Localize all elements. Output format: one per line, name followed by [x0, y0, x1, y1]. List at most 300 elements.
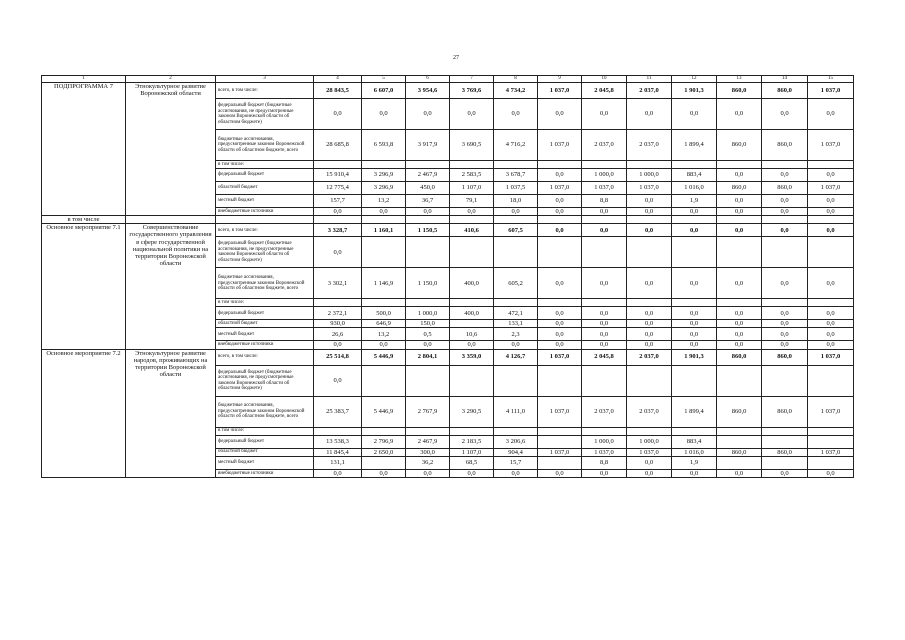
value-cell: 450,0	[406, 182, 450, 195]
value-cell	[538, 456, 582, 469]
value-cell: 0,0	[314, 365, 362, 396]
program-name-cell: Этнокультурное развитие Воронежской области	[126, 83, 216, 216]
value-cell: 2 037,0	[582, 130, 627, 161]
value-cell: 472,1	[494, 307, 538, 320]
value-cell: 500,0	[362, 307, 406, 320]
funding-source-cell: в том числе:	[216, 161, 314, 169]
value-cell	[538, 237, 582, 268]
value-cell: 883,4	[672, 169, 717, 182]
budget-table	[41, 75, 854, 478]
value-cell: 860,0	[717, 83, 762, 99]
value-cell: 0,0	[362, 99, 406, 130]
value-cell: 860,0	[762, 182, 808, 195]
value-cell	[450, 365, 494, 396]
value-cell	[582, 216, 627, 224]
value-cell: 0,0	[538, 99, 582, 130]
value-cell	[406, 299, 450, 307]
value-cell: 0,0	[808, 341, 854, 349]
value-cell: 0,0	[717, 195, 762, 208]
value-cell	[762, 427, 808, 435]
value-cell: 0,0	[762, 469, 808, 477]
value-cell: 0,0	[450, 208, 494, 216]
value-cell: 5 446,9	[362, 349, 406, 365]
value-cell: 1 150,0	[406, 268, 450, 299]
value-cell: 18,0	[494, 195, 538, 208]
value-cell: 1 016,0	[672, 182, 717, 195]
value-cell	[494, 161, 538, 169]
value-cell: 0,0	[717, 469, 762, 477]
value-cell: 0,0	[538, 307, 582, 320]
program-name-cell: Этнокультурное развитие народов, проживающих на территории Воронежской области	[126, 349, 216, 477]
funding-source-cell: федеральный бюджет	[216, 307, 314, 320]
value-cell: 0,0	[672, 328, 717, 341]
value-cell: 1 899,4	[672, 396, 717, 427]
value-cell: 3 690,5	[450, 130, 494, 161]
page-number: 27	[453, 55, 459, 61]
value-cell: 4 126,7	[494, 349, 538, 365]
value-cell: 2 804,1	[406, 349, 450, 365]
value-cell: 0,0	[672, 469, 717, 477]
value-cell: 3 296,9	[362, 169, 406, 182]
value-cell: 0,0	[717, 169, 762, 182]
column-number-row	[42, 76, 854, 83]
value-cell: 13,2	[362, 195, 406, 208]
value-cell: 0,0	[582, 341, 627, 349]
funding-source-cell	[216, 216, 314, 224]
value-cell: 0,0	[762, 328, 808, 341]
value-cell: 131,1	[314, 456, 362, 469]
value-cell	[762, 299, 808, 307]
value-cell: 0,0	[672, 341, 717, 349]
value-cell: 2 045,8	[582, 349, 627, 365]
value-cell: 1 037,0	[538, 83, 582, 99]
value-cell: 0,0	[808, 307, 854, 320]
value-cell: 1 037,0	[538, 448, 582, 456]
value-cell: 0,0	[672, 99, 717, 130]
value-cell	[450, 216, 494, 224]
value-cell: 0,0	[762, 320, 808, 328]
value-cell	[494, 216, 538, 224]
value-cell: 0,0	[672, 208, 717, 216]
value-cell: 2 037,0	[627, 130, 672, 161]
value-cell	[582, 365, 627, 396]
value-cell: 0,0	[538, 224, 582, 237]
value-cell: 36,2	[406, 456, 450, 469]
value-cell: 860,0	[717, 349, 762, 365]
value-cell	[314, 161, 362, 169]
value-cell	[717, 299, 762, 307]
value-cell: 1 160,1	[362, 224, 406, 237]
value-cell: 0,0	[494, 341, 538, 349]
value-cell: 0,0	[672, 224, 717, 237]
funding-source-cell: бюджетные ассигнования, предусмотренные законом Воронежской области об областном бюджете, всего	[216, 268, 314, 299]
table-row	[42, 216, 854, 224]
column-number: 4	[314, 76, 362, 83]
value-cell: 0,0	[538, 268, 582, 299]
value-cell: 1 000,0	[627, 169, 672, 182]
value-cell: 860,0	[762, 396, 808, 427]
value-cell	[494, 365, 538, 396]
value-cell: 3 296,9	[362, 182, 406, 195]
value-cell: 1 150,5	[406, 224, 450, 237]
table-row	[42, 224, 854, 237]
value-cell	[314, 299, 362, 307]
value-cell	[450, 427, 494, 435]
value-cell: 860,0	[717, 130, 762, 161]
column-number: 14	[762, 76, 808, 83]
value-cell: 0,0	[406, 208, 450, 216]
value-cell: 2 037,0	[627, 396, 672, 427]
value-cell: 0,0	[627, 99, 672, 130]
table-row	[42, 349, 854, 365]
value-cell	[808, 435, 854, 448]
program-name-cell: Совершенствование государственного управления в сфере государственной национальной политики на территории Воронежской области	[126, 224, 216, 349]
value-cell	[717, 456, 762, 469]
program-code-cell: Основное мероприятие 7.1	[42, 224, 126, 349]
value-cell: 1 037,0	[538, 349, 582, 365]
value-cell	[762, 216, 808, 224]
value-cell	[672, 427, 717, 435]
funding-source-cell: в том числе:	[216, 299, 314, 307]
value-cell	[314, 216, 362, 224]
value-cell: 0,0	[808, 320, 854, 328]
value-cell: 1 107,0	[450, 182, 494, 195]
value-cell: 0,0	[808, 208, 854, 216]
value-cell: 25 514,8	[314, 349, 362, 365]
value-cell	[808, 161, 854, 169]
value-cell: 28 685,8	[314, 130, 362, 161]
value-cell	[406, 216, 450, 224]
value-cell: 1 000,0	[406, 307, 450, 320]
value-cell: 0,0	[762, 341, 808, 349]
value-cell: 0,0	[672, 320, 717, 328]
funding-source-cell: внебюджетные источники	[216, 469, 314, 477]
value-cell	[582, 299, 627, 307]
table-body	[42, 83, 854, 478]
value-cell: 2 796,9	[362, 435, 406, 448]
value-cell: 0,0	[450, 99, 494, 130]
value-cell: 0,0	[717, 99, 762, 130]
value-cell: 0,0	[538, 169, 582, 182]
value-cell: 8,8	[582, 456, 627, 469]
value-cell: 1 037,0	[808, 130, 854, 161]
funding-source-cell: федеральный бюджет (бюджетные ассигнования, не предусмотренные законом Воронежской области об областном бюджете)	[216, 237, 314, 268]
value-cell: 0,0	[450, 469, 494, 477]
value-cell: 3 359,0	[450, 349, 494, 365]
value-cell: 0,0	[627, 469, 672, 477]
value-cell	[808, 456, 854, 469]
value-cell: 0,0	[406, 341, 450, 349]
value-cell: 150,0	[406, 320, 450, 328]
value-cell: 0,0	[362, 341, 406, 349]
value-cell: 0,0	[314, 341, 362, 349]
funding-source-cell: областной бюджет	[216, 448, 314, 456]
value-cell: 860,0	[762, 83, 808, 99]
value-cell	[762, 365, 808, 396]
funding-source-cell: федеральный бюджет	[216, 435, 314, 448]
value-cell: 0,0	[627, 320, 672, 328]
value-cell: 300,0	[406, 448, 450, 456]
value-cell: 0,0	[582, 469, 627, 477]
funding-source-cell: в том числе:	[216, 427, 314, 435]
value-cell: 0,0	[494, 99, 538, 130]
value-cell: 13 538,3	[314, 435, 362, 448]
value-cell: 1 037,0	[538, 130, 582, 161]
value-cell: 2 037,0	[627, 83, 672, 99]
value-cell: 15 910,4	[314, 169, 362, 182]
value-cell: 4 111,0	[494, 396, 538, 427]
value-cell: 3 769,6	[450, 83, 494, 99]
value-cell	[762, 456, 808, 469]
value-cell: 0,0	[582, 99, 627, 130]
value-cell: 8,8	[582, 195, 627, 208]
value-cell	[627, 161, 672, 169]
value-cell	[627, 365, 672, 396]
value-cell: 6 593,8	[362, 130, 406, 161]
value-cell: 1 037,5	[494, 182, 538, 195]
value-cell: 2 767,9	[406, 396, 450, 427]
funding-source-cell: местный бюджет	[216, 456, 314, 469]
value-cell	[808, 237, 854, 268]
funding-source-cell: областной бюджет	[216, 182, 314, 195]
value-cell: 0,0	[762, 208, 808, 216]
value-cell: 0,0	[538, 208, 582, 216]
funding-source-cell: федеральный бюджет	[216, 169, 314, 182]
value-cell: 0,0	[808, 195, 854, 208]
value-cell: 1 037,0	[582, 448, 627, 456]
value-cell: 2 467,9	[406, 435, 450, 448]
value-cell: 400,0	[450, 268, 494, 299]
value-cell: 1 901,3	[672, 83, 717, 99]
value-cell	[362, 456, 406, 469]
value-cell	[362, 299, 406, 307]
value-cell: 25 383,7	[314, 396, 362, 427]
value-cell: 2 183,5	[450, 435, 494, 448]
value-cell	[494, 299, 538, 307]
value-cell: 0,0	[717, 224, 762, 237]
value-cell	[406, 365, 450, 396]
value-cell: 0,0	[627, 195, 672, 208]
value-cell: 0,0	[538, 195, 582, 208]
column-number: 12	[672, 76, 717, 83]
value-cell: 0,0	[627, 268, 672, 299]
value-cell: 0,0	[314, 99, 362, 130]
value-cell: 1 037,0	[808, 182, 854, 195]
value-cell: 2 583,5	[450, 169, 494, 182]
funding-source-cell: бюджетные ассигнования, предусмотренные законом Воронежской области об областном бюджете, всего	[216, 396, 314, 427]
value-cell	[808, 365, 854, 396]
value-cell: 6 607,0	[362, 83, 406, 99]
column-number: 8	[494, 76, 538, 83]
value-cell: 1 037,0	[538, 396, 582, 427]
value-cell: 0,0	[494, 208, 538, 216]
funding-source-cell: внебюджетные источники	[216, 341, 314, 349]
value-cell: 0,0	[362, 469, 406, 477]
value-cell: 0,0	[808, 169, 854, 182]
value-cell	[406, 237, 450, 268]
value-cell	[672, 216, 717, 224]
value-cell: 1 037,0	[538, 182, 582, 195]
value-cell	[762, 435, 808, 448]
value-cell	[362, 365, 406, 396]
value-cell: 1,9	[672, 456, 717, 469]
value-cell	[582, 237, 627, 268]
value-cell	[582, 161, 627, 169]
value-cell: 0,0	[717, 320, 762, 328]
column-number: 6	[406, 76, 450, 83]
value-cell: 1 037,0	[808, 349, 854, 365]
value-cell: 0,0	[717, 307, 762, 320]
value-cell	[808, 216, 854, 224]
value-cell: 1 037,0	[808, 448, 854, 456]
value-cell: 0,5	[406, 328, 450, 341]
value-cell	[538, 427, 582, 435]
value-cell	[672, 237, 717, 268]
value-cell	[582, 427, 627, 435]
value-cell: 0,0	[362, 208, 406, 216]
column-number: 3	[216, 76, 314, 83]
value-cell	[627, 299, 672, 307]
value-cell: 0,0	[450, 341, 494, 349]
value-cell: 0,0	[406, 99, 450, 130]
value-cell	[450, 161, 494, 169]
value-cell	[314, 427, 362, 435]
value-cell: 12 775,4	[314, 182, 362, 195]
column-number: 11	[627, 76, 672, 83]
value-cell: 133,1	[494, 320, 538, 328]
value-cell: 0,0	[494, 469, 538, 477]
value-cell: 0,0	[717, 208, 762, 216]
value-cell	[808, 299, 854, 307]
value-cell: 0,0	[717, 328, 762, 341]
value-cell	[362, 216, 406, 224]
value-cell	[627, 216, 672, 224]
value-cell: 36,7	[406, 195, 450, 208]
value-cell: 0,0	[582, 328, 627, 341]
value-cell	[362, 427, 406, 435]
value-cell: 2 045,8	[582, 83, 627, 99]
value-cell: 860,0	[717, 448, 762, 456]
value-cell: 860,0	[762, 349, 808, 365]
value-cell: 0,0	[627, 208, 672, 216]
value-cell: 3 290,5	[450, 396, 494, 427]
value-cell: 2,3	[494, 328, 538, 341]
value-cell	[717, 435, 762, 448]
value-cell: 860,0	[762, 130, 808, 161]
funding-source-cell: внебюджетные источники	[216, 208, 314, 216]
funding-source-cell: местный бюджет	[216, 195, 314, 208]
value-cell: 410,6	[450, 224, 494, 237]
column-number: 10	[582, 76, 627, 83]
value-cell: 930,0	[314, 320, 362, 328]
value-cell	[717, 237, 762, 268]
value-cell: 0,0	[808, 469, 854, 477]
value-cell: 0,0	[808, 268, 854, 299]
value-cell: 0,0	[717, 341, 762, 349]
value-cell: 0,0	[672, 268, 717, 299]
value-cell	[538, 435, 582, 448]
value-cell: 3 917,9	[406, 130, 450, 161]
value-cell: 11 845,4	[314, 448, 362, 456]
value-cell	[538, 299, 582, 307]
value-cell: 860,0	[762, 448, 808, 456]
value-cell: 860,0	[717, 182, 762, 195]
value-cell: 0,0	[762, 224, 808, 237]
value-cell	[538, 161, 582, 169]
value-cell: 3 678,7	[494, 169, 538, 182]
column-number: 13	[717, 76, 762, 83]
value-cell: 0,0	[627, 224, 672, 237]
program-code-cell: в том числе	[42, 216, 126, 224]
funding-source-cell: федеральный бюджет (бюджетные ассигнования, не предусмотренные законом Воронежской области об областном бюджете)	[216, 99, 314, 130]
value-cell: 26,6	[314, 328, 362, 341]
value-cell: 0,0	[808, 224, 854, 237]
value-cell: 1 000,0	[627, 435, 672, 448]
value-cell: 0,0	[582, 208, 627, 216]
value-cell: 1 037,0	[627, 448, 672, 456]
value-cell	[406, 427, 450, 435]
value-cell	[538, 365, 582, 396]
value-cell: 13,2	[362, 328, 406, 341]
value-cell: 0,0	[582, 320, 627, 328]
value-cell: 0,0	[808, 328, 854, 341]
value-cell: 0,0	[538, 328, 582, 341]
value-cell: 1,9	[672, 195, 717, 208]
funding-source-cell: федеральный бюджет (бюджетные ассигнования, не предусмотренные законом Воронежской области об областном бюджете)	[216, 365, 314, 396]
value-cell	[538, 216, 582, 224]
value-cell	[672, 365, 717, 396]
value-cell: 1 016,0	[672, 448, 717, 456]
value-cell	[717, 365, 762, 396]
value-cell	[762, 161, 808, 169]
value-cell: 883,4	[672, 435, 717, 448]
funding-source-cell: бюджетные ассигнования, предусмотренные законом Воронежской области об областном бюджете, всего	[216, 130, 314, 161]
value-cell: 2 037,0	[627, 349, 672, 365]
value-cell: 1 037,0	[582, 182, 627, 195]
value-cell: 400,0	[450, 307, 494, 320]
value-cell	[450, 237, 494, 268]
value-cell: 3 954,6	[406, 83, 450, 99]
value-cell: 4 734,2	[494, 83, 538, 99]
value-cell	[627, 237, 672, 268]
funding-source-cell: местный бюджет	[216, 328, 314, 341]
column-number: 5	[362, 76, 406, 83]
value-cell: 0,0	[627, 328, 672, 341]
value-cell: 1 037,0	[808, 83, 854, 99]
value-cell	[672, 161, 717, 169]
value-cell: 0,0	[538, 469, 582, 477]
value-cell: 0,0	[627, 307, 672, 320]
value-cell: 0,0	[762, 268, 808, 299]
value-cell: 5 446,9	[362, 396, 406, 427]
column-number: 15	[808, 76, 854, 83]
value-cell: 860,0	[717, 396, 762, 427]
table-row	[42, 83, 854, 99]
value-cell: 605,2	[494, 268, 538, 299]
value-cell	[808, 427, 854, 435]
value-cell: 0,0	[314, 208, 362, 216]
column-number: 9	[538, 76, 582, 83]
value-cell: 1 146,9	[362, 268, 406, 299]
funding-source-cell: областной бюджет	[216, 320, 314, 328]
value-cell: 0,0	[672, 307, 717, 320]
value-cell	[362, 237, 406, 268]
value-cell	[494, 237, 538, 268]
value-cell: 904,4	[494, 448, 538, 456]
value-cell: 607,5	[494, 224, 538, 237]
value-cell: 0,0	[717, 268, 762, 299]
value-cell: 2 467,9	[406, 169, 450, 182]
